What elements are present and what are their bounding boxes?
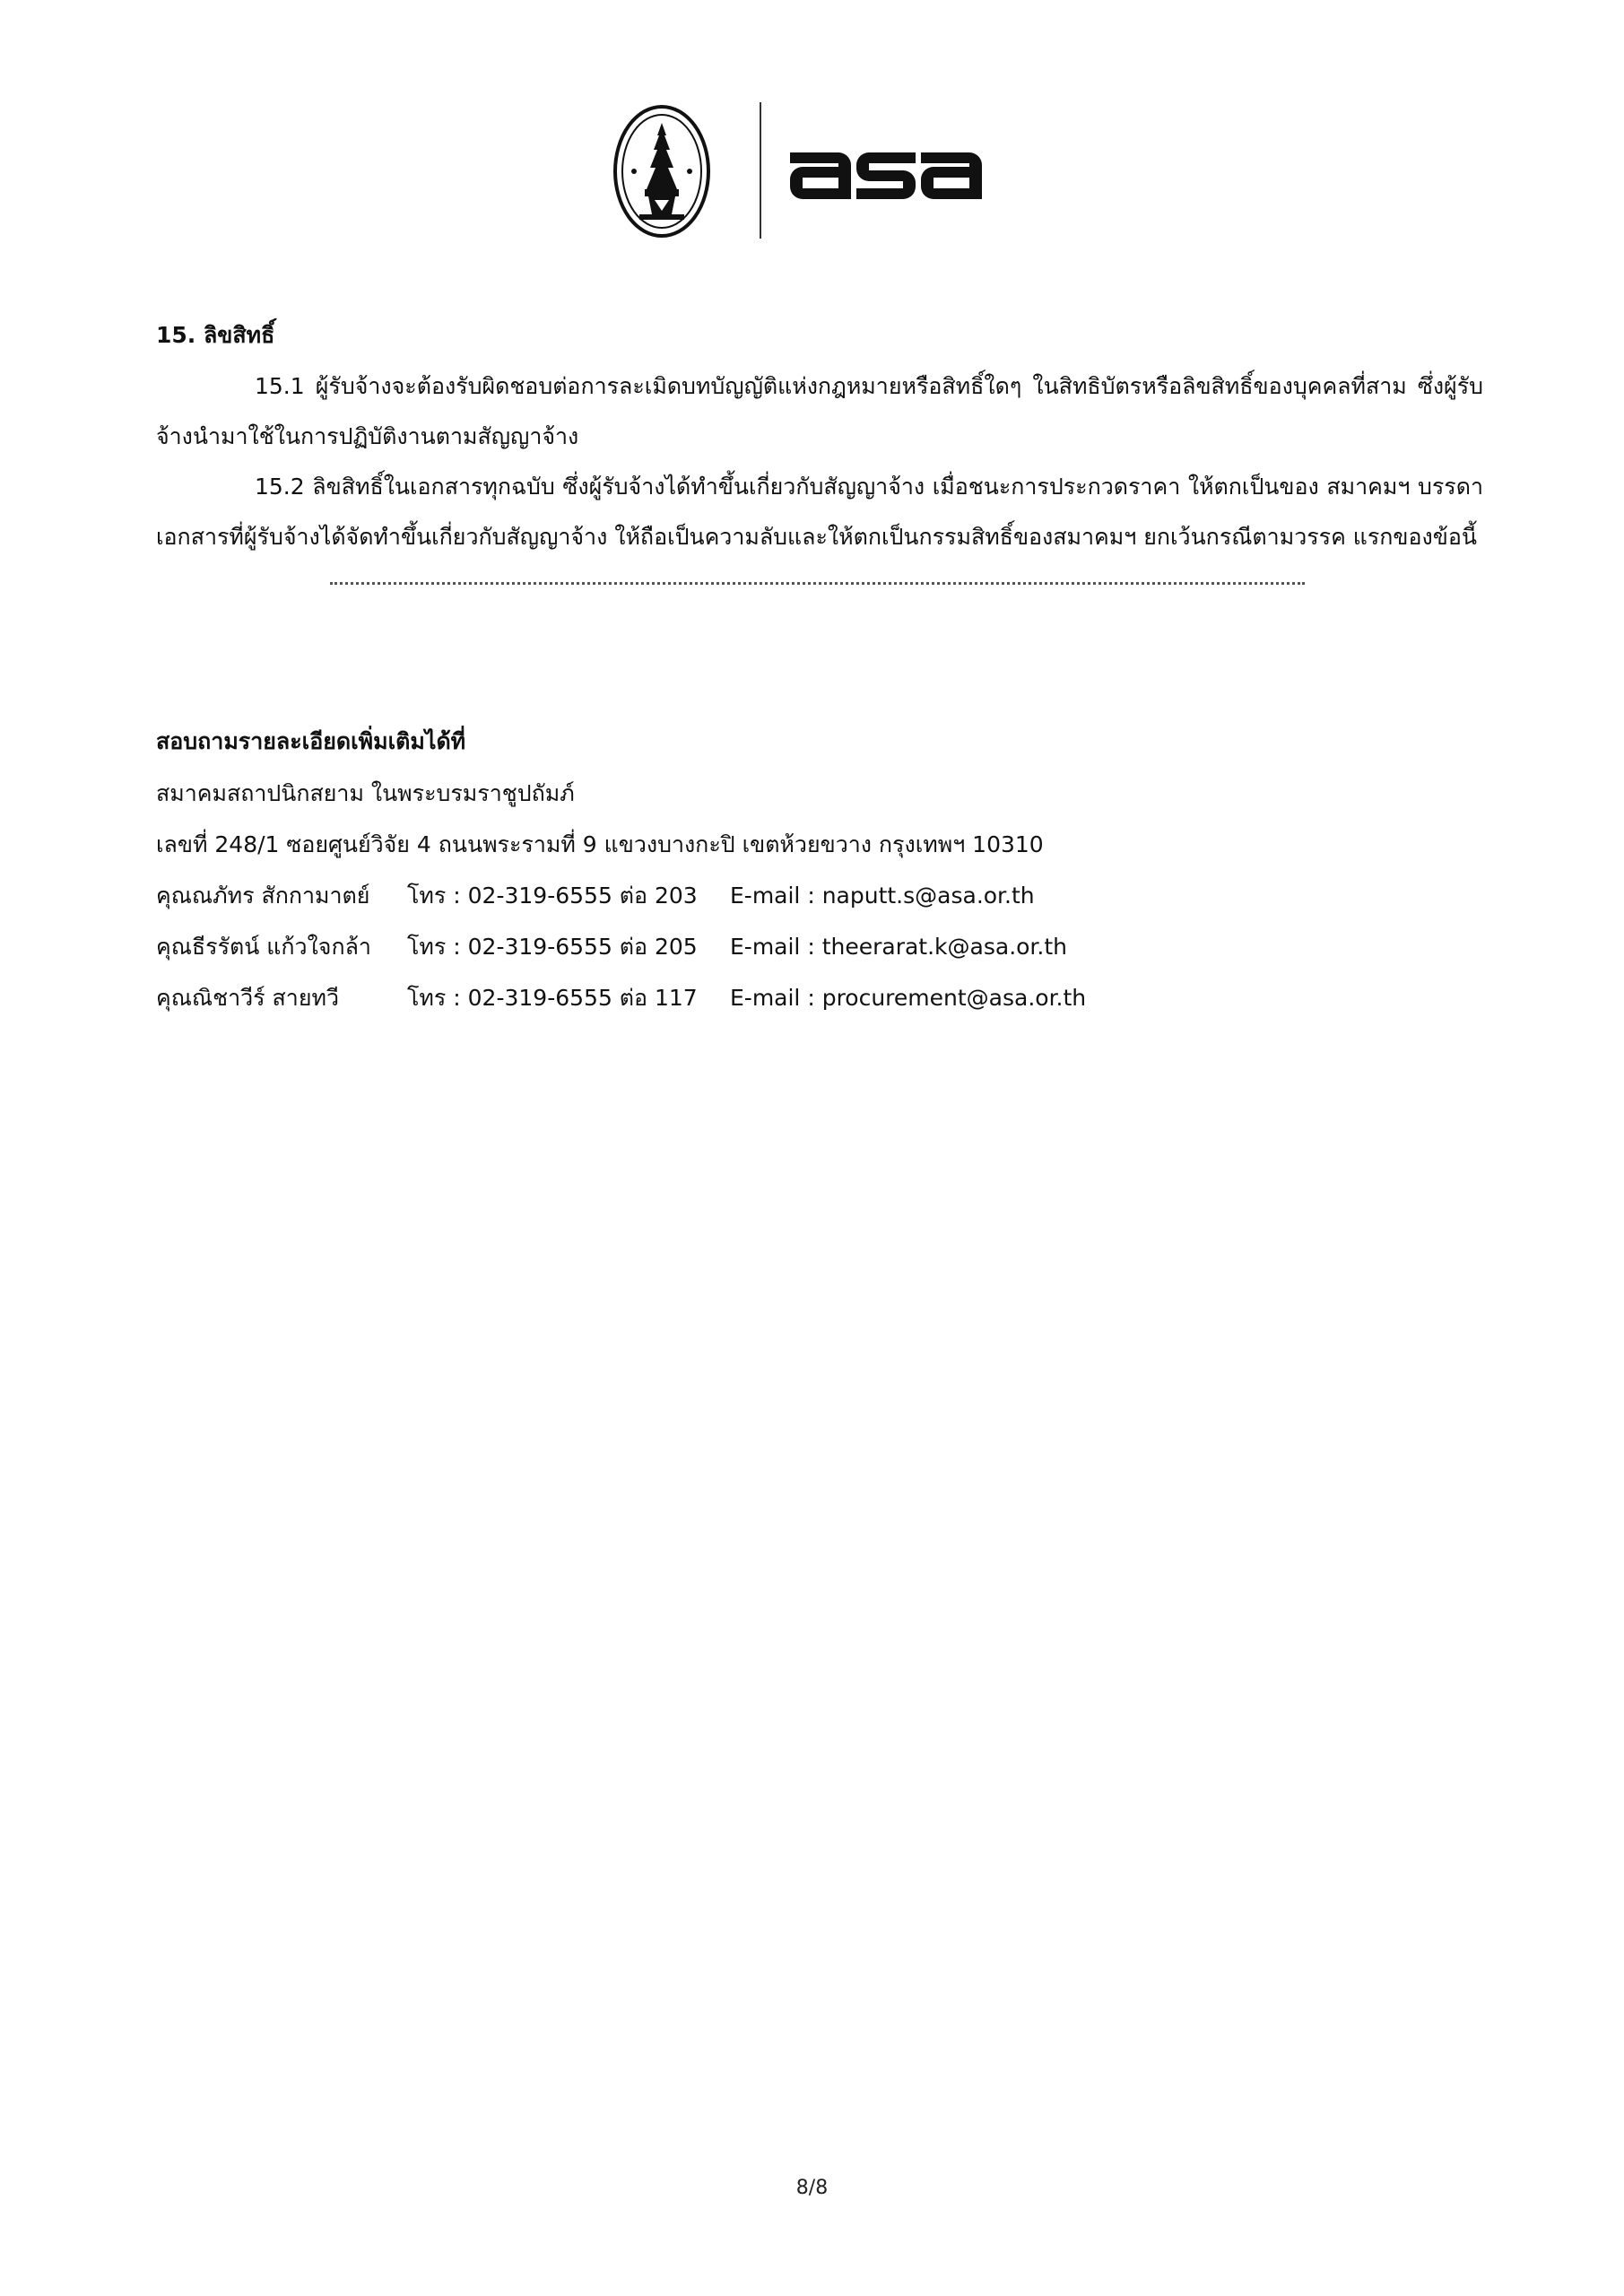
logo-divider: [760, 102, 761, 239]
section-heading: 15. ลิขสิทธิ์: [156, 322, 275, 348]
asa-wordmark-icon: [785, 133, 984, 204]
asa-wordmark-logo: [785, 133, 984, 204]
contact-name: คุณธีรรัตน์ แก้วใจกล้า: [156, 934, 371, 960]
contact-person-row: [156, 921, 1483, 972]
contact-heading: สอบถามรายละเอียดเพิ่มเติมได้ที่: [156, 728, 466, 754]
contact-email[interactable]: E-mail : procurement@asa.or.th: [730, 985, 1087, 1011]
asa-seal-logo: [612, 103, 711, 239]
organization-address: เลขที่ 248/1 ซอยศูนย์วิจัย 4 ถนนพระรามที่ 9 แขวงบางกะปิ เขตห้วยขวาง กรุงเทพฯ 10310: [156, 831, 1044, 857]
document-header: [0, 90, 1624, 251]
paragraph-15-2-text: 15.2 ลิขสิทธิ์ในเอกสารทุกฉบับ ซึ่งผู้รับจ้างได้ทำขึ้นเกี่ยวกับสัญญาจ้าง เมื่อชนะการประกวดราคา ให้ตกเป็นของ สมาคมฯ บรรดาเอกสารที่ผู้รับจ้างได้จัดทำขึ้นเกี่ยวกับสัญญาจ้าง ให้ถือเป็นความลับและให้ตกเป็นกรรมสิทธิ์ของสมาคมฯ ยกเว้นกรณีตามวรรค แรกของข้อนี้: [156, 474, 1483, 550]
contact-info: [156, 716, 1483, 1023]
section-copyright: [156, 309, 1483, 585]
contact-email[interactable]: E-mail : theerarat.k@asa.or.th: [730, 934, 1068, 960]
paragraph-15-2: [156, 462, 1483, 562]
paragraph-15-1-text: 15.1 ผู้รับจ้างจะต้องรับผิดชอบต่อการละเมิดบทบัญญัติแห่งกฎหมายหรือสิทธิ์ใดๆ ในสิทธิบัตรหรือลิขสิทธิ์ของบุคคลที่สาม ซึ่งผู้รับจ้างนำมาใช้ในการปฏิบัติงานตามสัญญาจ้าง: [156, 373, 1483, 449]
asa-seal-icon: [612, 103, 711, 239]
contact-phone: โทร : 02-319-6555 ต่อ 203: [407, 883, 698, 909]
contact-name: คุณณิชาวีร์ สายทวี: [156, 985, 339, 1011]
organization-name: สมาคมสถาปนิกสยาม ในพระบรมราชูปถัมภ์: [156, 780, 575, 806]
contact-person-row: [156, 972, 1483, 1023]
paragraph-15-1: [156, 361, 1483, 462]
page-number: 8/8: [795, 2177, 829, 2199]
contact-phone: โทร : 02-319-6555 ต่อ 205: [407, 934, 698, 960]
dotted-separator: [330, 582, 1305, 585]
contact-email[interactable]: E-mail : naputt.s@asa.or.th: [730, 883, 1035, 909]
contact-phone: โทร : 02-319-6555 ต่อ 117: [407, 985, 698, 1011]
contact-person-row: [156, 870, 1483, 921]
contact-name: คุณณภัทร สักกามาตย์: [156, 883, 370, 909]
